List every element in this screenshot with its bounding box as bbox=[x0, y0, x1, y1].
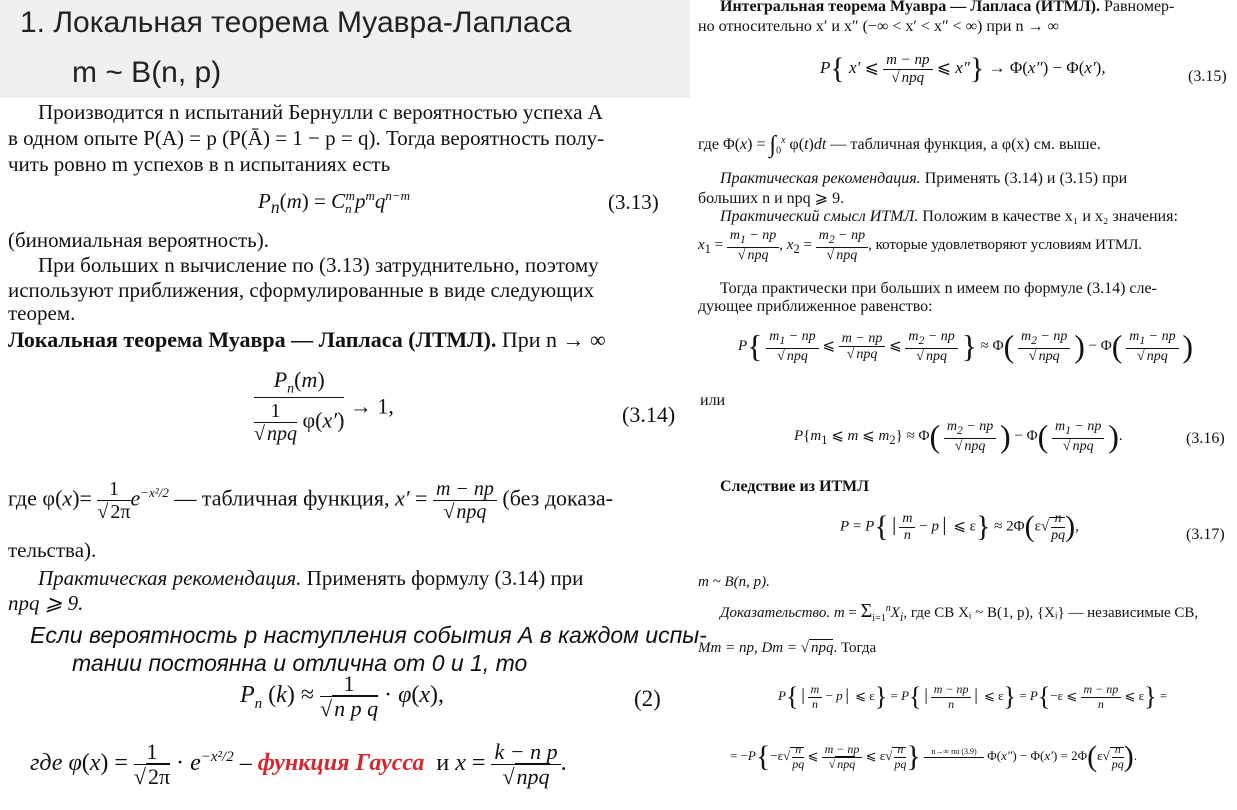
formula-3-15: P{ x′ ⩽ $\frac{m - np}{\text{√ npq}}$ ⩽ x″} → Φ(x″) − Φ(x′), bbox=[820, 52, 1106, 86]
intro-line-2: в одном опыте P(A) = p (P(Ā) = 1 − p = q). Тогда вероятность полу- bbox=[8, 126, 605, 150]
or-label: или bbox=[700, 392, 726, 409]
eq-number-2: (2) bbox=[634, 686, 661, 711]
formula-3-16: $P\{m_1$ ⩽ m ⩽ $m_2\} \approx \Phi$( $\frac{m_2 - np}{\text{√ npq}}$ ) − Φ( $\frac{m_1 - np}{\text{√ npq}}$ ). bbox=[794, 418, 1123, 454]
slide2-line-1: Если вероятность р наступления события А в каждом испы- bbox=[30, 622, 707, 648]
intro-line-1: Производится n испытаний Бернулли с вероятностью успеха A bbox=[38, 100, 603, 124]
eq-number-3-16: (3.16) bbox=[1186, 430, 1225, 447]
intro-p2-line-2: используют приближения, сформулированные в виде следующих bbox=[8, 278, 595, 302]
eq-number-3-15: (3.15) bbox=[1188, 68, 1227, 85]
slide-subtitle: m ~ B(n, p) bbox=[72, 56, 222, 89]
ltml-heading: Локальная теорема Муавра — Лапласа (ЛТМЛ). bbox=[8, 327, 497, 352]
gauss-label: функция Гаусса bbox=[257, 750, 425, 777]
binomial-note: (биномиальная вероятность). bbox=[8, 228, 269, 252]
proof-line: Доказательство. $m = \Sigma_{i=1}^nX_i$, где СВ Xᵢ ~ B(1, p), {Xᵢ} — независимые СВ, bbox=[720, 600, 1199, 624]
formula-3-14: $P_n(m)$ $\frac{1}{\text{√ npq}}$ φ(x′) → 1, bbox=[254, 367, 394, 445]
formula-3-13: $P_n(m) = C_n^mp^mq^{n-m}$ bbox=[258, 188, 411, 218]
ltml-heading-tail: При n → ∞ bbox=[501, 327, 606, 352]
itml-then-1: Тогда практически при больших n имеем по формуле (3.14) сле- bbox=[720, 280, 1157, 297]
proof-formula-2: = −P{−ε√ $\frac{n}{pq}$ ⩽ $\frac{m - np}{\text{√ npq}}$ ⩽ ε√ $\frac{n}{pq}$ } n→∞ по (3.9) Φ(x″) − Φ(x′) = 2Φ(ε√ $\frac{n}{pq}$ ). bbox=[730, 740, 1137, 773]
itml-sense: Практический смысл ИТМЛ. Положим в качестве x₁ и x₂ значения: bbox=[720, 208, 1178, 225]
ltml-recommendation: Практическая рекомендация. Применять формулу (3.14) при bbox=[38, 566, 584, 590]
ltml-recommendation-2: npq ⩾ 9. bbox=[8, 591, 84, 615]
eq-number-3-13: (3.13) bbox=[608, 190, 659, 214]
formula-3-17: P = P{│ $\frac{m}{n}$ − p│ ⩽ ε} ≈ 2Φ(ε√ $\frac{n}{pq}$ ), bbox=[840, 510, 1079, 543]
gauss-definition: где φ(x) = $\frac{1}{√2\pi}$ · $e^{-x^2/2}$ – функция Гаусса и x = $\frac{\text{k − n p}}{\text{√npq}}$ . bbox=[30, 739, 567, 790]
intro-p2-line-3: теорем. bbox=[8, 301, 76, 325]
Phi-definition: где $\Phi(x) = \int_0^x$ φ(t)dt — табличная функция, а φ(x) см. выше. bbox=[698, 132, 1101, 158]
itml-recommendation: Практическая рекомендация. Применять (3.14) и (3.15) при bbox=[720, 170, 1128, 187]
x1-x2-definition: $x_1$ = $\frac{m_1 - np}{\text{√ npq}}$ , $x_2$ = $\frac{m_2 - np}{\text{√ npq}}$ , которые удовлетворяют условиям ИТМЛ. bbox=[698, 228, 1143, 263]
phi-definition: где φ(x)= $\frac{1}{√ 2\pi}$ $e^{-x^2/2}$ — табличная функция, x′ = $\frac{m - np}{\text{√ npq}}$ (без доказа- bbox=[8, 478, 613, 523]
itml-heading-row: Интегральная теорема Муавра — Лапласа (ИТМЛ). Равномер- bbox=[720, 0, 1175, 15]
moments-line: Mm = np, Dm = √ npq. Тогда bbox=[698, 640, 877, 656]
formula-2: $P_n$ (k) ≈ $\frac{1}{\text{√n p q}}$ · φ(x), bbox=[240, 671, 445, 722]
eq-number-3-17: (3.17) bbox=[1186, 526, 1225, 543]
proof-formula-1: P{│ $\frac{m}{n}$ − p│ ⩽ ε} = P{│ $\frac{m - np}{n}$ │ ⩽ ε} = P{−ε ⩽ $\frac{m - np}{n}$ ⩽ ε} = bbox=[778, 682, 1168, 711]
slide2-line-2: тании постоянна и отлична от 0 и 1, то bbox=[72, 650, 528, 676]
eq-number-3-14: (3.14) bbox=[622, 402, 676, 427]
m-distribution: m ~ B(n, p). bbox=[698, 574, 770, 590]
intro-line-3: чить ровно m успехов в n испытаниях есть bbox=[8, 152, 391, 176]
intro-p2-line-1: При больших n вычисление по (3.13) затруднительно, поэтому bbox=[38, 253, 599, 277]
itml-then-2: дующее приближенное равенство: bbox=[698, 298, 933, 315]
no-proof-tail: тельства). bbox=[8, 538, 97, 562]
itml-recommendation-2: больших n и npq ⩾ 9. bbox=[698, 190, 845, 207]
slide-title: 1. Локальная теорема Муавра-Лапласа bbox=[20, 6, 572, 39]
ltml-heading-row bbox=[8, 327, 606, 353]
approx-formula: P{ $\frac{m_1 - np}{\text{√ npq}}$ ⩽ $\frac{m - np}{\text{√ npq}}$ ⩽ $\frac{m_2 - np}{\text{√ npq}}$ } ≈ Φ( $\frac{m_2 - np}{\text{√ npq}}$ ) − Φ( $\frac{m_1 - np}{\text{√ npq}}$ ) bbox=[738, 328, 1193, 364]
corollary-heading: Следствие из ИТМЛ bbox=[720, 478, 870, 495]
itml-line-2: но относительно x′ и x″ (−∞ < x′ < x″ < ∞) при n → ∞ bbox=[698, 18, 1059, 35]
